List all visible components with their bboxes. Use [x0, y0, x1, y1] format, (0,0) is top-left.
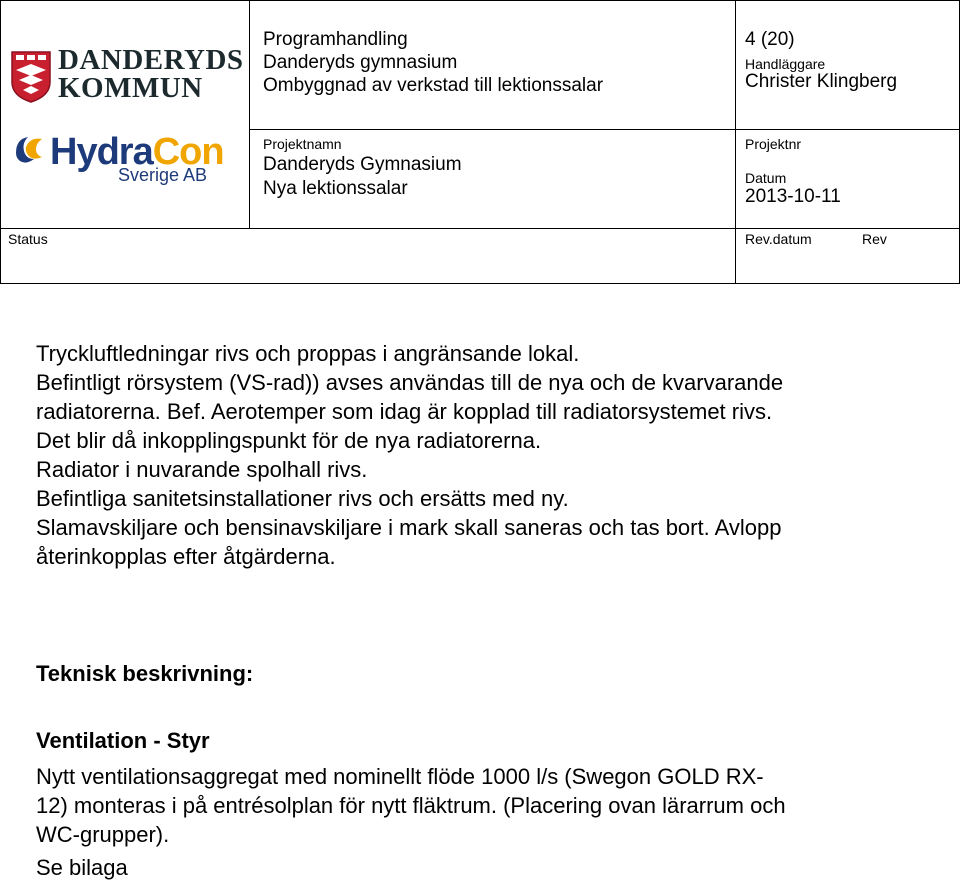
ventilation-line-1: Nytt ventilationsaggregat med nominellt flöde 1000 l/s (Swegon GOLD RX-	[36, 764, 764, 789]
projektnamn-line-1: Danderyds Gymnasium	[263, 154, 462, 175]
doc-title-line-1: Programhandling	[263, 29, 408, 50]
status-label: Status	[8, 231, 48, 247]
page-number: 4 (20)	[745, 29, 795, 50]
header-row-divider	[249, 129, 960, 130]
projektnamn-label: Projektnamn	[263, 136, 342, 152]
body-line-5: Radiator i nuvarande spolhall rivs.	[36, 457, 368, 482]
header-bottom-border	[0, 283, 960, 284]
datum-label: Datum	[745, 170, 787, 186]
doc-title-line-2: Danderyds gymnasium	[263, 52, 458, 73]
logo-text-danderyds: DANDERYDS	[58, 44, 244, 76]
body-line-7: Slamavskiljare och bensinavskiljare i mark skall saneras och tas bort. Avlopp	[36, 515, 782, 540]
body-line-2: Befintligt rörsystem (VS-rad)) avses användas till de nya och de kvarvarande	[36, 370, 784, 395]
body-line-8: återinkopplas efter åtgärderna.	[36, 544, 336, 569]
hydracon-mark-icon	[12, 133, 48, 167]
logo-text-sverige-ab: Sverige AB	[118, 165, 208, 185]
rev-label: Rev	[862, 231, 887, 247]
handlaggare-value: Christer Klingberg	[745, 71, 898, 92]
body-line-6: Befintliga sanitetsinstallationer rivs och ersätts med ny.	[36, 486, 569, 511]
logo-text-con: Con	[152, 131, 224, 173]
section-heading-ventilation: Ventilation - Styr	[36, 728, 210, 753]
header-top-border	[0, 0, 960, 1]
datum-value: 2013-10-11	[745, 186, 841, 207]
logo-text-hydra: Hydra	[50, 131, 153, 173]
header-status-divider	[0, 228, 960, 229]
header-col-divider-1	[249, 0, 250, 229]
hydracon-logo	[12, 131, 224, 191]
body-line-4: Det blir då inkopplingspunkt för de nya radiatorerna.	[36, 428, 542, 453]
ventilation-line-3: WC-grupper).	[36, 822, 170, 847]
handlaggare-label: Handläggare	[745, 56, 826, 72]
revdatum-label: Rev.datum	[745, 231, 812, 247]
danderyds-kommun-logo	[10, 46, 246, 106]
crest-icon	[10, 50, 52, 104]
ventilation-line-4: Se bilaga	[36, 855, 128, 880]
logo-text-kommun: KOMMUN	[58, 72, 203, 104]
section-heading-teknisk-beskrivning: Teknisk beskrivning:	[36, 661, 254, 686]
header-left-border	[0, 0, 1, 284]
body-line-1: Tryckluftledningar rivs och proppas i angränsande lokal.	[36, 341, 580, 366]
body-line-3: radiatorerna. Bef. Aerotemper som idag är kopplad till radiatorsystemet rivs.	[36, 399, 773, 424]
projektnr-label: Projektnr	[745, 136, 802, 152]
projektnamn-line-2: Nya lektionssalar	[263, 178, 408, 199]
header-col-divider-2	[735, 0, 736, 284]
ventilation-line-2: 12) monteras i på entrésolplan för nytt fläktrum. (Placering ovan lärarrum och	[36, 793, 786, 818]
doc-title-line-3: Ombyggnad av verkstad till lektionssalar	[263, 75, 604, 96]
